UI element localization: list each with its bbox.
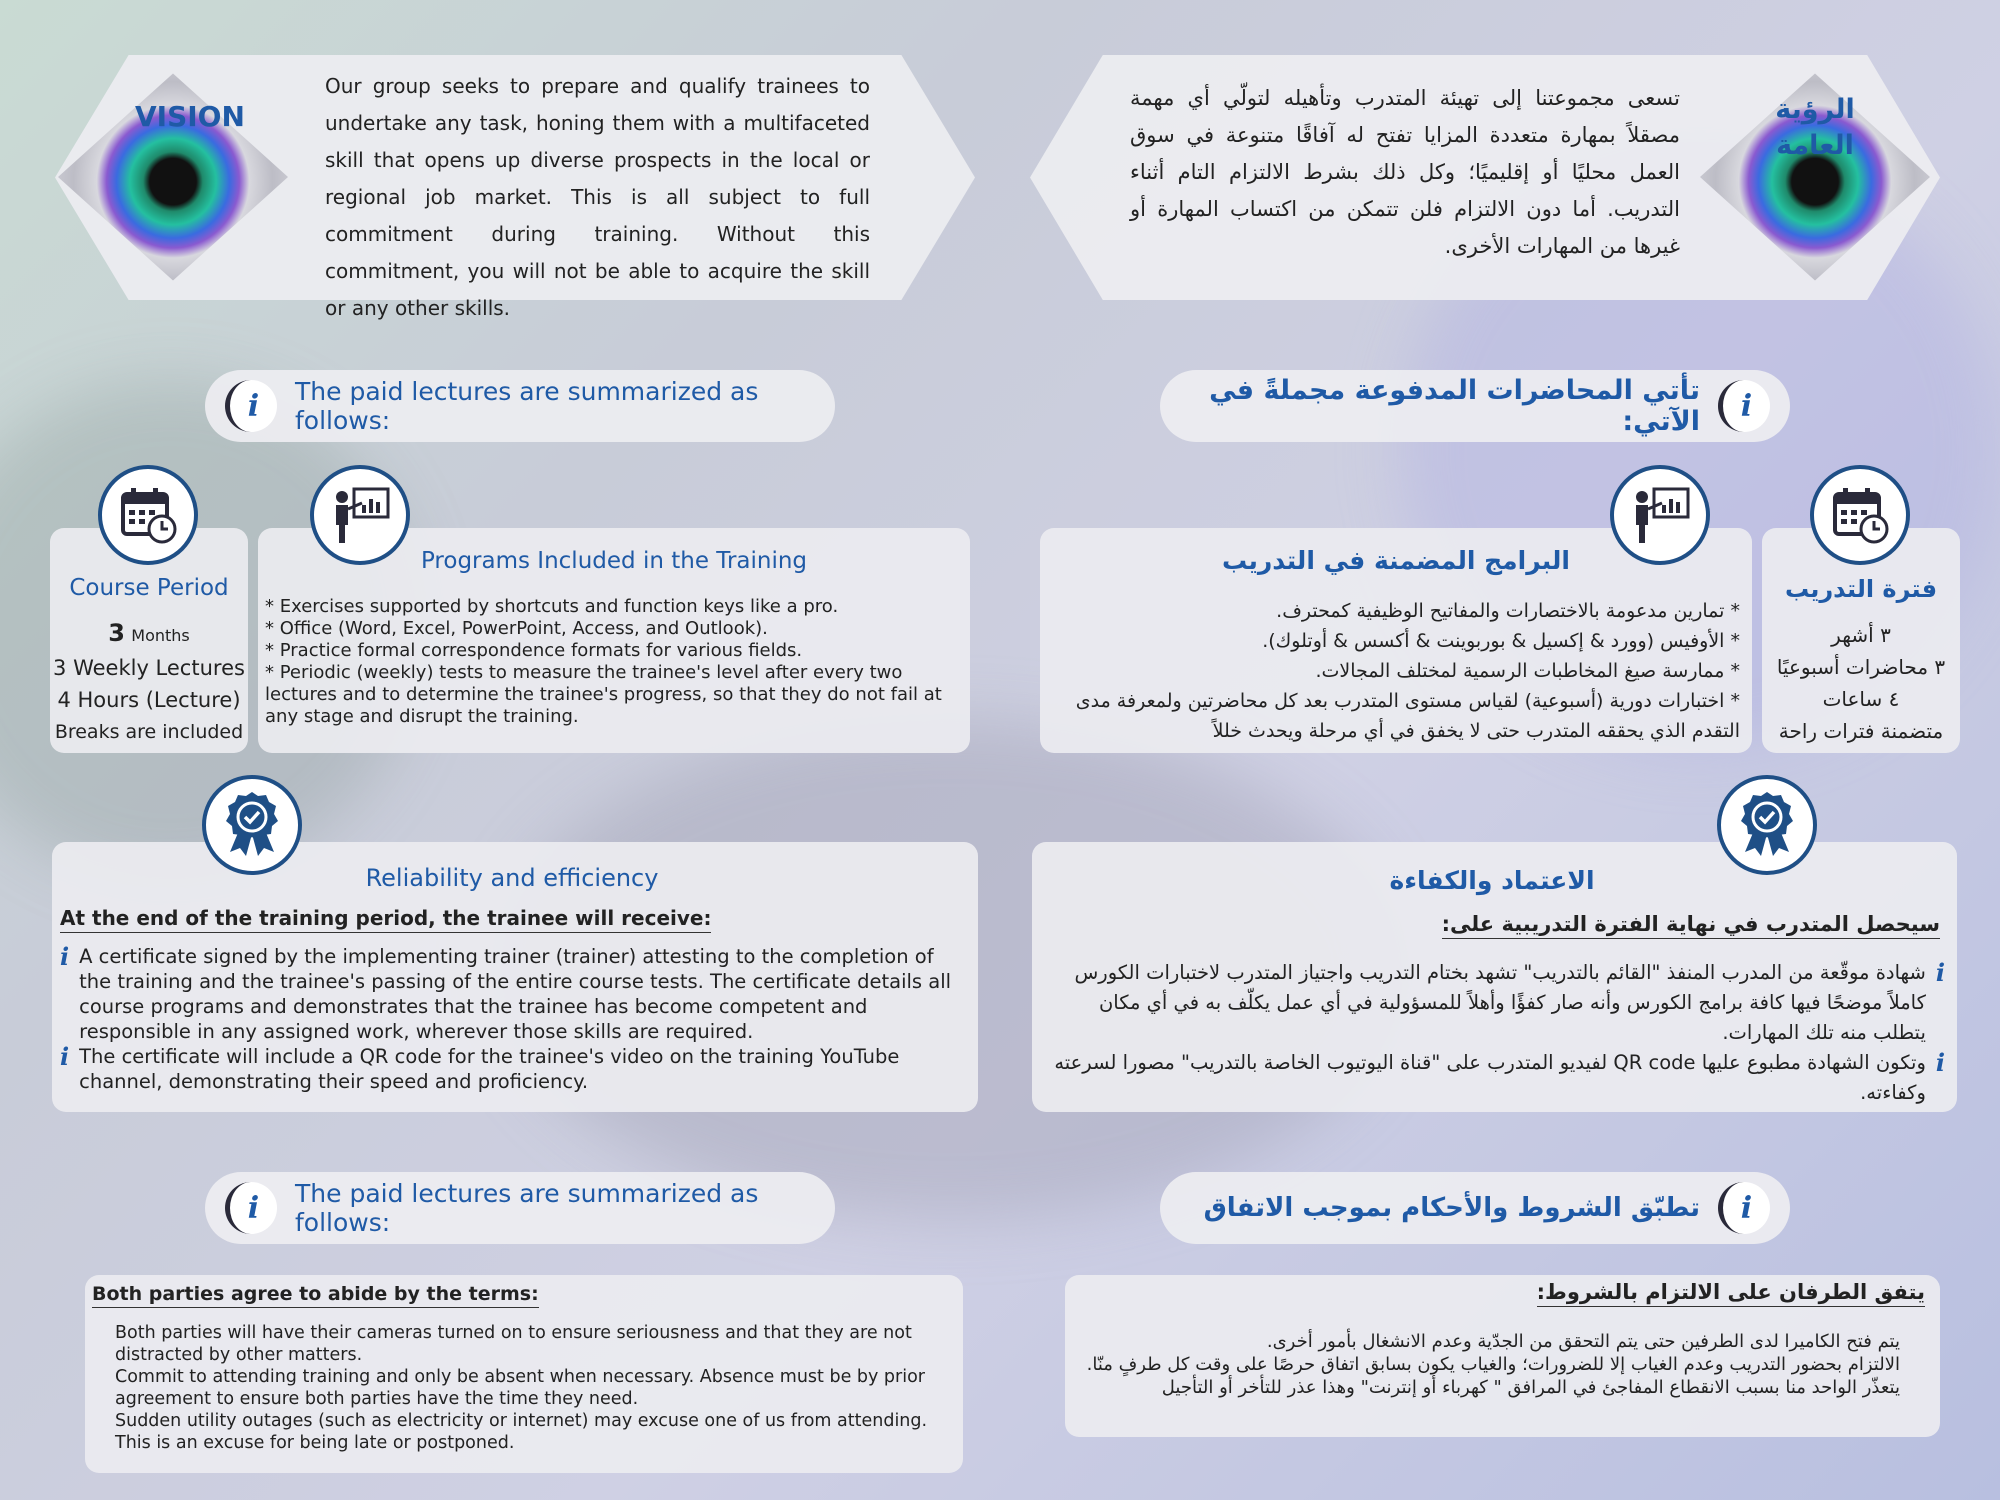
programs-en-item: * Periodic (weekly) tests to measure the trainee's level after every two lectures and to determine the trainee's progress, so that they do not fail at any stage and disrupt the training.	[265, 662, 942, 727]
terms-en-item: Commit to attending training and only be absent when necessary. Absence must be by prior agreement to ensure both parties have the time they need.	[115, 1367, 925, 1409]
course-period-ar-line: ٣ محاضرات أسبوعيًا	[1776, 655, 1946, 679]
months-label: Months	[131, 626, 190, 645]
reliability-ar-item-text: وتكون الشهادة مطبوع عليها QR code لفيديو المتدرب على "قناة اليوتيوب الخاصة بالتدريب" مصورا لسرعته وكفاءته.	[1054, 1051, 1926, 1104]
reliability-en-title: Reliability and efficiency	[365, 864, 659, 892]
paid-lectures-ar-title: تأتي المحاضرات المدفوعة مجملةً في الآتي:	[1209, 375, 1700, 437]
info-icon: i	[1718, 380, 1770, 432]
info-icon: i	[225, 380, 277, 432]
terms-ar-item: الالتزام بحضور التدريب وعدم الغياب إلا للضرورات؛ والغياب يكون بسابق اتفاق حرصًا على وقت كل طرفٍ منّا.	[1086, 1354, 1900, 1375]
reliability-ar-list	[1040, 958, 1945, 1108]
programs-en-title: Programs Included in the Training	[420, 548, 808, 574]
course-period-ar-line: ٣ أشهر	[1831, 623, 1891, 647]
course-period-ar	[1762, 575, 1960, 747]
reliability-en-item	[60, 944, 965, 1044]
vision-en-title: VISION	[135, 100, 245, 133]
programs-ar-item: * اختبارات دورية (أسبوعية) لقياس مستوى المتدرب بعد كل محاضرتين ولمعرفة مدى التقدم الذي يحققه المتدرب حتى لا يخفق في أي مرحلة ويحدث خللاً	[1075, 690, 1740, 742]
terms-ar-pill-title: تطبّق الشروط والأحكام بموجب الاتفاق	[1203, 1193, 1700, 1223]
paid-lectures-en-pill	[205, 370, 835, 442]
reliability-en-item	[60, 1044, 965, 1094]
lecture-hours: 4 Hours (Lecture)	[57, 688, 241, 712]
vision-ar-title	[1760, 92, 1870, 164]
terms-en-item: Sudden utility outages (such as electricity or internet) may excuse one of us from attending. This is an excuse for being late or postponed.	[115, 1411, 928, 1453]
course-period-en-title: Course Period	[69, 575, 229, 601]
programs-ar-list	[1045, 596, 1740, 746]
info-icon: i	[1718, 1182, 1770, 1234]
terms-en-pill-title: The paid lectures are summarized as follows:	[295, 1179, 759, 1237]
reliability-ar-subtitle: سيحصل المتدرب في نهاية الفترة التدريبية على:	[1442, 912, 1940, 939]
info-icon: i	[1935, 958, 1945, 987]
reliability-ar-item-text: شهادة موقّعة من المدرب المنفذ "القائم بالتدريب" تشهد بختام التدريب واجتياز المتدرب لاختبارات الكورس كاملاً موضحًا فيها كافة برامج الكورس وأنه صار كفؤًا وأهلاً للمسؤولية في أي عمل يكلّف به في أي مكان يتطلب منه تلك المهارات.	[1074, 961, 1926, 1044]
calendar-clock-icon	[98, 465, 198, 565]
info-icon: i	[225, 1182, 277, 1234]
programs-en-item: * Practice formal correspondence formats for various fields.	[265, 640, 803, 661]
programs-ar-title: البرامج المضمنة في التدريب	[1222, 546, 1570, 575]
paid-lectures-ar-pill	[1160, 370, 1790, 442]
months-number: 3	[108, 619, 125, 647]
weekly-lectures: 3 Weekly Lectures	[53, 656, 245, 680]
terms-ar-item: يتم فتح الكاميرا لدى الطرفين حتى يتم التحقق من الجدّية وعدم الانشغال بأمور أخرى.	[1266, 1331, 1900, 1352]
terms-en-subtitle: Both parties agree to abide by the terms:	[92, 1283, 539, 1308]
programs-en-item: * Exercises supported by shortcuts and function keys like a pro.	[265, 596, 839, 617]
award-badge-icon	[1717, 775, 1817, 875]
reliability-ar-item	[1040, 958, 1945, 1048]
calendar-clock-icon	[1810, 465, 1910, 565]
terms-en-item: Both parties will have their cameras turned on to ensure seriousness and that they are not distracted by other matters.	[115, 1323, 912, 1365]
course-months	[50, 617, 248, 652]
vision-ar-title-line: العامة	[1776, 130, 1854, 161]
reliability-en-item-text: The certificate will include a QR code for the trainee's video on the training YouTube channel, demonstrating their speed and proficiency.	[79, 1045, 900, 1093]
terms-en-pill	[205, 1172, 835, 1244]
award-badge-icon	[202, 775, 302, 875]
course-period-ar-line: ٤ ساعات	[1822, 687, 1900, 711]
terms-ar-pill	[1160, 1172, 1790, 1244]
course-period-ar-line: متضمنة فترات راحة	[1778, 719, 1944, 743]
reliability-ar-title: الاعتماد والكفاءة	[1389, 866, 1595, 895]
terms-ar-item: يتعذّر الواحد منا بسبب الانقطاع المفاجئ في المرافق " كهرباء أو إنترنت" وهذا عذر للتأخر أو التأجيل	[1161, 1377, 1900, 1398]
reliability-ar-item	[1040, 1048, 1945, 1108]
paid-lectures-en-title: The paid lectures are summarized as follows:	[295, 377, 759, 435]
programs-en-list	[265, 596, 965, 728]
terms-en-list	[115, 1322, 950, 1454]
course-period-en	[50, 575, 248, 748]
programs-ar-item: * تمارين مدعومة بالاختصارات والمفاتيح الوظيفية كمحترف.	[1276, 600, 1740, 622]
reliability-en-item-text: A certificate signed by the implementing trainer (trainer) attesting to the completion of the training and the trainee's passing of the entire course tests. The certificate details all course programs and demonstrates that the trainee has become competent and responsible in any assigned work, wherever those skills are required.	[79, 945, 952, 1043]
info-icon: i	[1935, 1048, 1945, 1077]
reliability-en-list	[60, 944, 965, 1094]
vision-en-text: Our group seeks to prepare and qualify trainees to undertake any task, honing them with a multifaceted skill that opens up diverse prospects in the local or regional job market. This is all subject to full commitment during training. Without this commitment, you will not be able to acquire the skill or any other skills.	[325, 74, 870, 320]
programs-ar-item: * ممارسة صيغ المخاطبات الرسمية لمختلف المجالات.	[1315, 660, 1740, 682]
vision-ar-text: تسعى مجموعتنا إلى تهيئة المتدرب وتأهيله لتولّي أي مهمة مصقلاً بمهارة متعددة المزايا تفتح له آفاقًا متنوعة في سوق العمل محليًا أو إقليميًا؛ وكل ذلك بشرط الالتزام التام أثناء التدريب. أما دون الالتزام فلن تتمكن من اكتساب المهارة أو غيرها من المهارات الأخرى.	[1130, 86, 1680, 258]
course-period-ar-title: فترة التدريب	[1784, 575, 1938, 603]
terms-ar-subtitle: يتفق الطرفان على الالتزام بالشروط:	[1537, 1280, 1925, 1307]
terms-ar-list	[1070, 1330, 1900, 1399]
info-icon: i	[60, 1042, 70, 1071]
breaks-note: Breaks are included	[54, 721, 244, 743]
programs-ar-item: * الأوفيس (وورد & إكسيل & بوربوينت & أكسس & أوتلوك).	[1262, 630, 1740, 652]
vision-ar-title-line: الرؤية	[1775, 94, 1855, 125]
programs-en-item: * Office (Word, Excel, PowerPoint, Access, and Outlook).	[265, 618, 768, 639]
reliability-en-subtitle: At the end of the training period, the trainee will receive:	[60, 906, 711, 933]
info-icon: i	[60, 942, 70, 971]
